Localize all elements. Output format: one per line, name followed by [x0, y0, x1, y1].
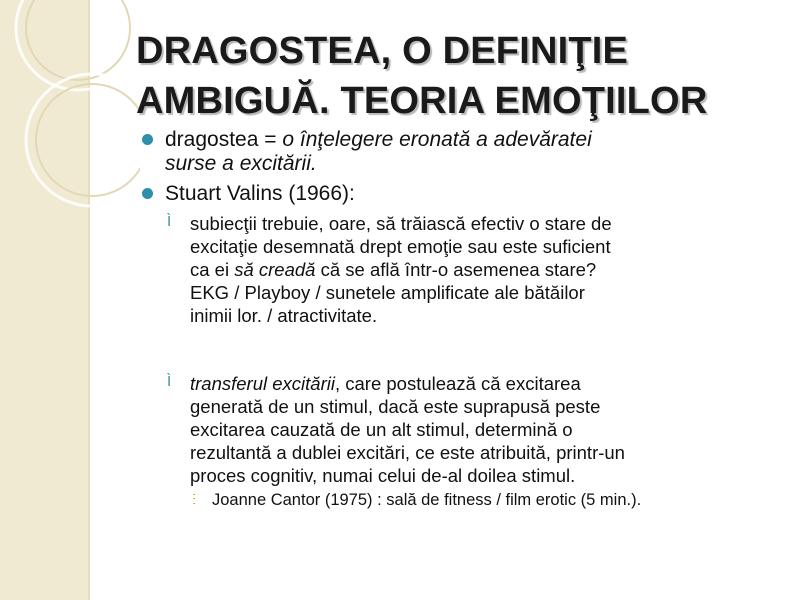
- subsubbullet-marker-icon: ⵗ: [192, 491, 197, 507]
- bullet-italic-line-1: o înţelegere eronată a adevăratei: [282, 128, 592, 151]
- sub1-line-2: excitaţie desemnată drept emoţie sau este suficient: [190, 236, 611, 257]
- bullet-dot-icon: [142, 134, 153, 145]
- title-line-1: DRAGOSTEA, O DEFINIŢIE: [136, 30, 629, 72]
- sub1-line-3-post: că se află într-o asemenea stare?: [315, 259, 597, 280]
- sub2-line-3: excitarea cauzată de un alt stimul, determină o: [190, 419, 573, 440]
- slide-title: [136, 26, 786, 126]
- bullet-italic-line-2: surse a excitării.: [165, 152, 317, 175]
- slide-body: [140, 128, 780, 511]
- sub1-line-3-italic: să creadă: [234, 259, 316, 280]
- bullet-prefix: dragostea =: [165, 128, 283, 151]
- title-line-2: AMBIGUĂ. TEORIA EMOŢIILOR: [136, 80, 708, 122]
- bullet-valins-text: Stuart Valins (1966):: [165, 182, 355, 205]
- sub2-line-1-post: , care postulează că excitarea: [334, 373, 581, 394]
- sub1-line-1: subiecţii trebuie, oare, să trăiască efectiv o stare de: [190, 213, 612, 234]
- subsub-text: Joanne Cantor (1975) : sală de fitness / film erotic (5 min.).: [212, 491, 642, 509]
- subbullet-transfer: [140, 372, 780, 487]
- subbullet-marker-icon: Ì: [167, 213, 172, 230]
- bullet-dragostea: [140, 128, 780, 176]
- subsubbullet-cantor: [140, 489, 780, 511]
- subbullet-subiecti: [140, 212, 780, 327]
- sub1-line-4: EKG / Playboy / sunetele amplificate ale bătăilor: [190, 282, 585, 303]
- sub1-line-5: inimii lor. / atractivitate.: [190, 305, 378, 326]
- sub2-line-5: proces cognitiv, numai celui de-al doilea stimul.: [190, 465, 576, 486]
- sub1-line-3-pre: ca ei: [190, 259, 235, 280]
- decorative-circles: [0, 0, 140, 260]
- sub2-line-1-italic: transferul excitării: [190, 373, 335, 394]
- sub2-line-4: rezultantă a dublei excitări, ce este atribuită, printr-un: [190, 442, 625, 463]
- sub2-line-2: generată de un stimul, dacă este suprapusă peste: [190, 396, 601, 417]
- bullet-valins: [140, 182, 780, 206]
- subbullet-marker-icon: Ì: [167, 373, 172, 390]
- bullet-dot-icon: [142, 188, 153, 199]
